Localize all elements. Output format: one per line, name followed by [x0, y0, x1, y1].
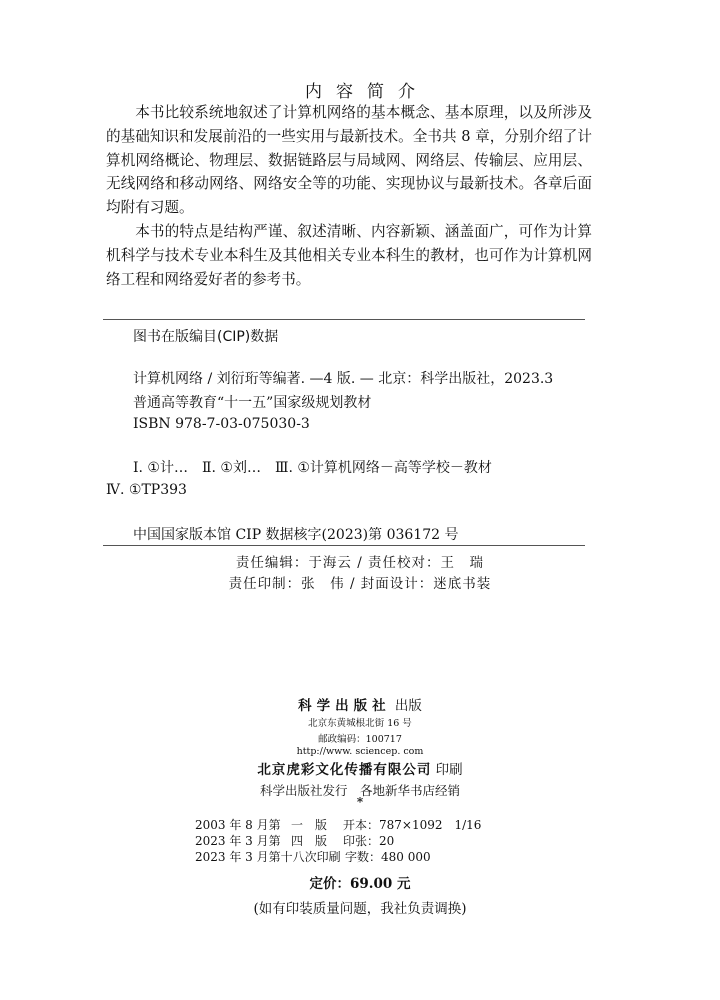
publisher-postcode: 邮政编码：100717 [318, 734, 402, 745]
spec-edition: 一 版 [291, 818, 328, 832]
quality-note: (如有印装质量问题，我社负责调换) [253, 901, 467, 917]
cip-classification-2: Ⅳ. ①TP393 [106, 482, 187, 498]
publisher-name: 科学出版社 [298, 698, 391, 714]
summary-paragraph-1: 本书比较系统地叙述了计算机网络的基本概念、基本原理，以及所涉及的基础知识和发展前沿的一些实用与最新技术。全书共 8 章，分别介绍了计算机网络概论、物理层、数据链路层与局域网、网络层、传输层、应用层、无线网络和移动网络、网络安全等的功能、实现协议与最新技术。各章后面均附有习题。 [106, 104, 592, 217]
publisher-url: http://www. sciencep. com [296, 746, 424, 757]
separator-star: * [356, 795, 364, 809]
staff-editors: 责任编辑：于海云 / 责任校对：王 瑞 [235, 555, 485, 571]
cip-bottom-divider [103, 545, 585, 546]
spec-date: 2003 年 8 月第 [195, 818, 281, 832]
summary-title: 内容简介 [305, 82, 429, 102]
printer-role: 印刷 [435, 762, 463, 778]
spec-edition: 四 版 [291, 834, 328, 848]
cip-classification-1: Ⅰ. ①计… Ⅱ. ①刘… Ⅲ. ①计算机网络－高等学校－教材 [133, 460, 492, 476]
spec-value: 开本：787×1092 1/16 [343, 818, 482, 832]
spec-date: 2023 年 3 月第 [195, 834, 281, 848]
spec-value: 印张：20 [343, 834, 395, 848]
publisher-role: 出版 [394, 698, 422, 714]
spec-row [195, 832, 473, 849]
spec-date: 2023 年 3 月第十八次印刷 [195, 850, 341, 864]
printer-line [0, 758, 720, 778]
spec-row [195, 848, 475, 865]
cip-heading: 图书在版编目(CIP)数据 [133, 329, 279, 345]
cip-title-line: 计算机网络 / 刘衍珩等编著. —4 版. — 北京：科学出版社，2023.3 [133, 371, 554, 387]
publisher-line [0, 694, 720, 714]
printer-name: 北京虎彩文化传播有限公司 [257, 762, 432, 778]
publisher-address: 北京东黄城根北街 16 号 [308, 718, 412, 729]
cip-top-divider [103, 319, 585, 320]
cip-record-number: 中国国家版本馆 CIP 数据核字(2023)第 036172 号 [133, 527, 459, 543]
cip-isbn: ISBN 978-7-03-075030-3 [133, 416, 310, 432]
price: 定价：69.00 元 [309, 876, 411, 892]
spec-row [195, 816, 482, 833]
cip-series-line: 普通高等教育“十一五”国家级规划教材 [133, 395, 372, 411]
summary-paragraph-2: 本书的特点是结构严谨、叙述清晰、内容新颖、涵盖面广，可作为计算机科学与技术专业本科生及其他相关专业本科生的教材，也可作为计算机网络工程和网络爱好者的参考书。 [106, 222, 592, 288]
staff-production: 责任印制：张 伟 / 封面设计：迷底书装 [228, 576, 492, 592]
distribution-line: 科学出版社发行 各地新华书店经销 [259, 783, 460, 798]
spec-value: 字数：480 000 [345, 850, 431, 864]
summary-body [106, 101, 592, 291]
